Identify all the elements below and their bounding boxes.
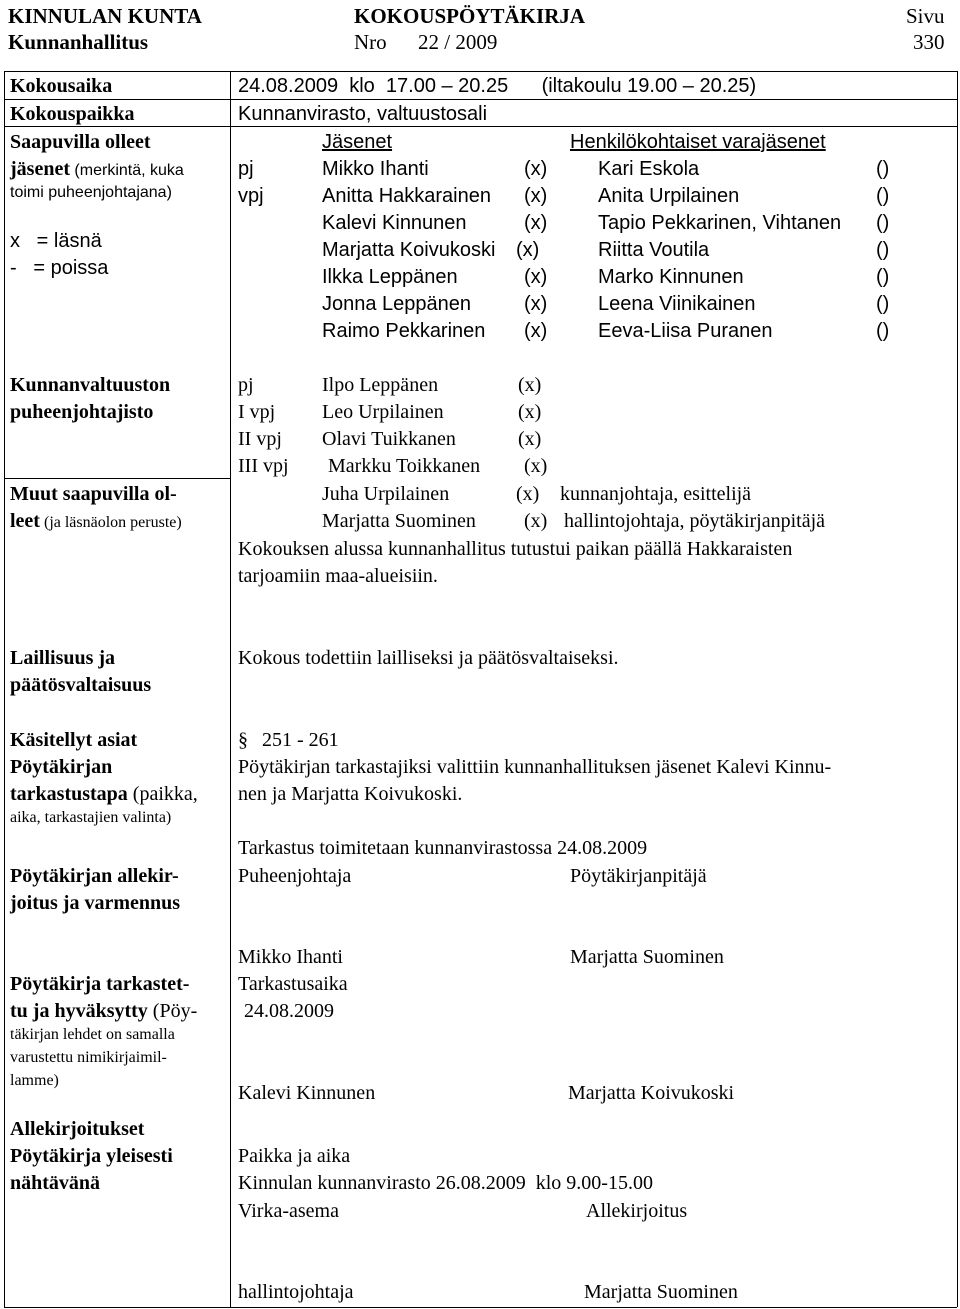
nro-value: 22 / 2009 [418, 30, 498, 54]
member-mark: (x) [524, 320, 548, 342]
member-mark: (x) [516, 239, 540, 261]
approved-label-line2: tu ja hyväksytty (Pöy- [10, 1000, 198, 1022]
other-attendee-mark: (x) [524, 510, 548, 532]
place-time-label: Paikka ja aika [238, 1145, 351, 1167]
member-name: Jonna Leppänen [322, 293, 472, 315]
deputy-name: Tapio Pekkarinen, Vihtanen [598, 212, 842, 234]
signing-label: Pöytäkirjan allekir- [10, 865, 179, 887]
meeting-place-value: Kunnanvirasto, valtuustosali [238, 103, 488, 125]
meeting-note-line2: tarjoamiin maa-alueisiin. [238, 565, 438, 587]
deputy-name: Anita Urpilainen [598, 185, 740, 207]
council-chair-label-line2: puheenjohtajisto [10, 401, 154, 423]
review-method-value-line2: nen ja Marjatta Koivukoski. [238, 783, 463, 805]
chair-role: pj [238, 374, 254, 396]
handled-items-value: 251 - 261 [262, 729, 339, 751]
member-role: pj [238, 158, 254, 180]
council-chair-label: Kunnanvaltuuston [10, 374, 171, 396]
legality-label: Laillisuus ja [10, 647, 116, 669]
table-right-border [957, 71, 958, 1307]
member-mark: (x) [524, 266, 548, 288]
others-label: Muut saapuvilla ol- [10, 483, 177, 505]
municipality-name: KINNULAN KUNTA [8, 4, 202, 28]
row-divider [4, 99, 957, 100]
review-method-label-line3: aika, tarkastajien valinta) [10, 809, 172, 826]
meeting-note: Kokouksen alussa kunnanhallitus tutustui paikan päällä Hakkaraisten [238, 538, 793, 560]
chair-title: Puheenjohtaja [238, 865, 352, 887]
legend-present: x = läsnä [10, 230, 102, 252]
chair-mark: (x) [518, 401, 542, 423]
chair-role: III vpj [238, 455, 289, 477]
governing-body: Kunnanhallitus [8, 30, 149, 54]
other-attendee-name: Marjatta Suominen [322, 510, 476, 532]
page-number: 330 [913, 30, 945, 54]
approved-label-line4: varustettu nimikirjaimil- [10, 1049, 167, 1066]
public-display-label-line2: nähtävänä [10, 1172, 101, 1194]
attendance-label: Saapuvilla olleet [10, 131, 151, 153]
member-name: Raimo Pekkarinen [322, 320, 486, 342]
legality-value: Kokous todettiin lailliseksi ja päätösvaltaiseksi. [238, 647, 619, 669]
member-role: vpj [238, 185, 264, 207]
deputy-mark: () [876, 239, 890, 261]
meeting-place-label: Kokouspaikka [10, 103, 135, 125]
page-label: Sivu [906, 4, 945, 28]
meeting-time-label: Kokousaika [10, 75, 113, 97]
nro-label: Nro [354, 30, 387, 54]
table-bottom-border [4, 1307, 957, 1308]
chair-name: Olavi Tuikkanen [322, 428, 456, 450]
chair-mark: (x) [524, 455, 548, 477]
other-attendee-mark: (x) [516, 483, 540, 505]
handled-items-label: Käsitellyt asiat [10, 729, 138, 751]
member-name: Kalevi Kinnunen [322, 212, 467, 234]
other-attendee-role: kunnanjohtaja, esittelijä [560, 483, 752, 505]
position-label: Virka-asema [238, 1200, 339, 1222]
attendance-label-line2: jäsenet (merkintä, kuka [10, 158, 184, 180]
column-divider [230, 71, 231, 1307]
review-time-value: 24.08.2009 [244, 1000, 334, 1022]
chair-mark: (x) [518, 374, 542, 396]
meeting-time-value: 24.08.2009 klo 17.00 – 20.25 (iltakoulu 19.00 – 20.25) [238, 75, 757, 97]
row-divider [4, 126, 957, 127]
review-method-label-line2: tarkastustapa (paikka, [10, 783, 198, 805]
place-time-value: Kinnulan kunnanvirasto 26.08.2009 klo 9.00-15.00 [238, 1172, 653, 1194]
other-attendee-name: Juha Urpilainen [322, 483, 450, 505]
reviewer-name: Kalevi Kinnunen [238, 1082, 376, 1104]
legend-absent: - = poissa [10, 257, 109, 279]
attendance-label-line3: toimi puheenjohtajana) [10, 184, 172, 201]
legality-label-line2: päätösvaltaisuus [10, 674, 152, 696]
deputy-mark: () [876, 158, 890, 180]
member-mark: (x) [524, 293, 548, 315]
deputy-name: Kari Eskola [598, 158, 700, 180]
member-name: Ilkka Leppänen [322, 266, 458, 288]
table-top-border [4, 71, 957, 72]
secretary-title: Pöytäkirjanpitäjä [570, 865, 707, 887]
review-location: Tarkastus toimitetaan kunnanvirastossa 24.08.2009 [238, 837, 648, 859]
public-display-label: Pöytäkirja yleisesti [10, 1145, 173, 1167]
chair-name: Leo Urpilainen [322, 401, 444, 423]
member-mark: (x) [524, 185, 548, 207]
deputy-name: Riitta Voutila [598, 239, 710, 261]
chair-mark: (x) [518, 428, 542, 450]
approved-label: Pöytäkirja tarkastet- [10, 973, 190, 995]
document-type: KOKOUSPÖYTÄKIRJA [354, 4, 586, 28]
deputy-mark: () [876, 293, 890, 315]
review-time-label: Tarkastusaika [238, 973, 348, 995]
deputies-header: Henkilökohtaiset varajäsenet [570, 131, 826, 153]
deputy-mark: () [876, 212, 890, 234]
deputy-name: Marko Kinnunen [598, 266, 744, 288]
deputy-mark: () [876, 320, 890, 342]
member-name: Marjatta Koivukoski [322, 239, 496, 261]
signatures-label: Allekirjoitukset [10, 1118, 145, 1140]
deputy-name: Leena Viinikainen [598, 293, 756, 315]
deputy-name: Eeva-Liisa Puranen [598, 320, 773, 342]
chair-signer-name: Mikko Ihanti [238, 946, 343, 968]
member-mark: (x) [524, 212, 548, 234]
chair-name: Ilpo Leppänen [322, 374, 439, 396]
chair-role: II vpj [238, 428, 282, 450]
deputy-mark: () [876, 266, 890, 288]
section-symbol: § [238, 729, 248, 751]
approved-label-line3: täkirjan lehdet on samalla [10, 1026, 175, 1043]
approved-label-line5: lamme) [10, 1072, 59, 1089]
reviewer-name: Marjatta Koivukoski [568, 1082, 735, 1104]
secretary-signer-name: Marjatta Suominen [570, 946, 724, 968]
others-label-line2: leet (ja läsnäolon peruste) [10, 510, 182, 532]
member-name: Mikko Ihanti [322, 158, 429, 180]
position-value: hallintojohtaja [238, 1281, 354, 1303]
review-method-value: Pöytäkirjan tarkastajiksi valittiin kunnanhallituksen jäsenet Kalevi Kinnu- [238, 756, 832, 778]
chair-name: Markku Toikkanen [328, 455, 481, 477]
member-mark: (x) [524, 158, 548, 180]
table-left-border [4, 71, 5, 1307]
review-method-label: Pöytäkirjan [10, 756, 113, 778]
chair-role: I vpj [238, 401, 276, 423]
signer-name: Marjatta Suominen [584, 1281, 738, 1303]
other-attendee-role: hallintojohtaja, pöytäkirjanpitäjä [564, 510, 826, 532]
signing-label-line2: joitus ja varmennus [10, 892, 181, 914]
signature-label: Allekirjoitus [586, 1200, 688, 1222]
deputy-mark: () [876, 185, 890, 207]
members-header: Jäsenet [322, 131, 393, 153]
row-divider [4, 478, 230, 479]
member-name: Anitta Hakkarainen [322, 185, 491, 207]
